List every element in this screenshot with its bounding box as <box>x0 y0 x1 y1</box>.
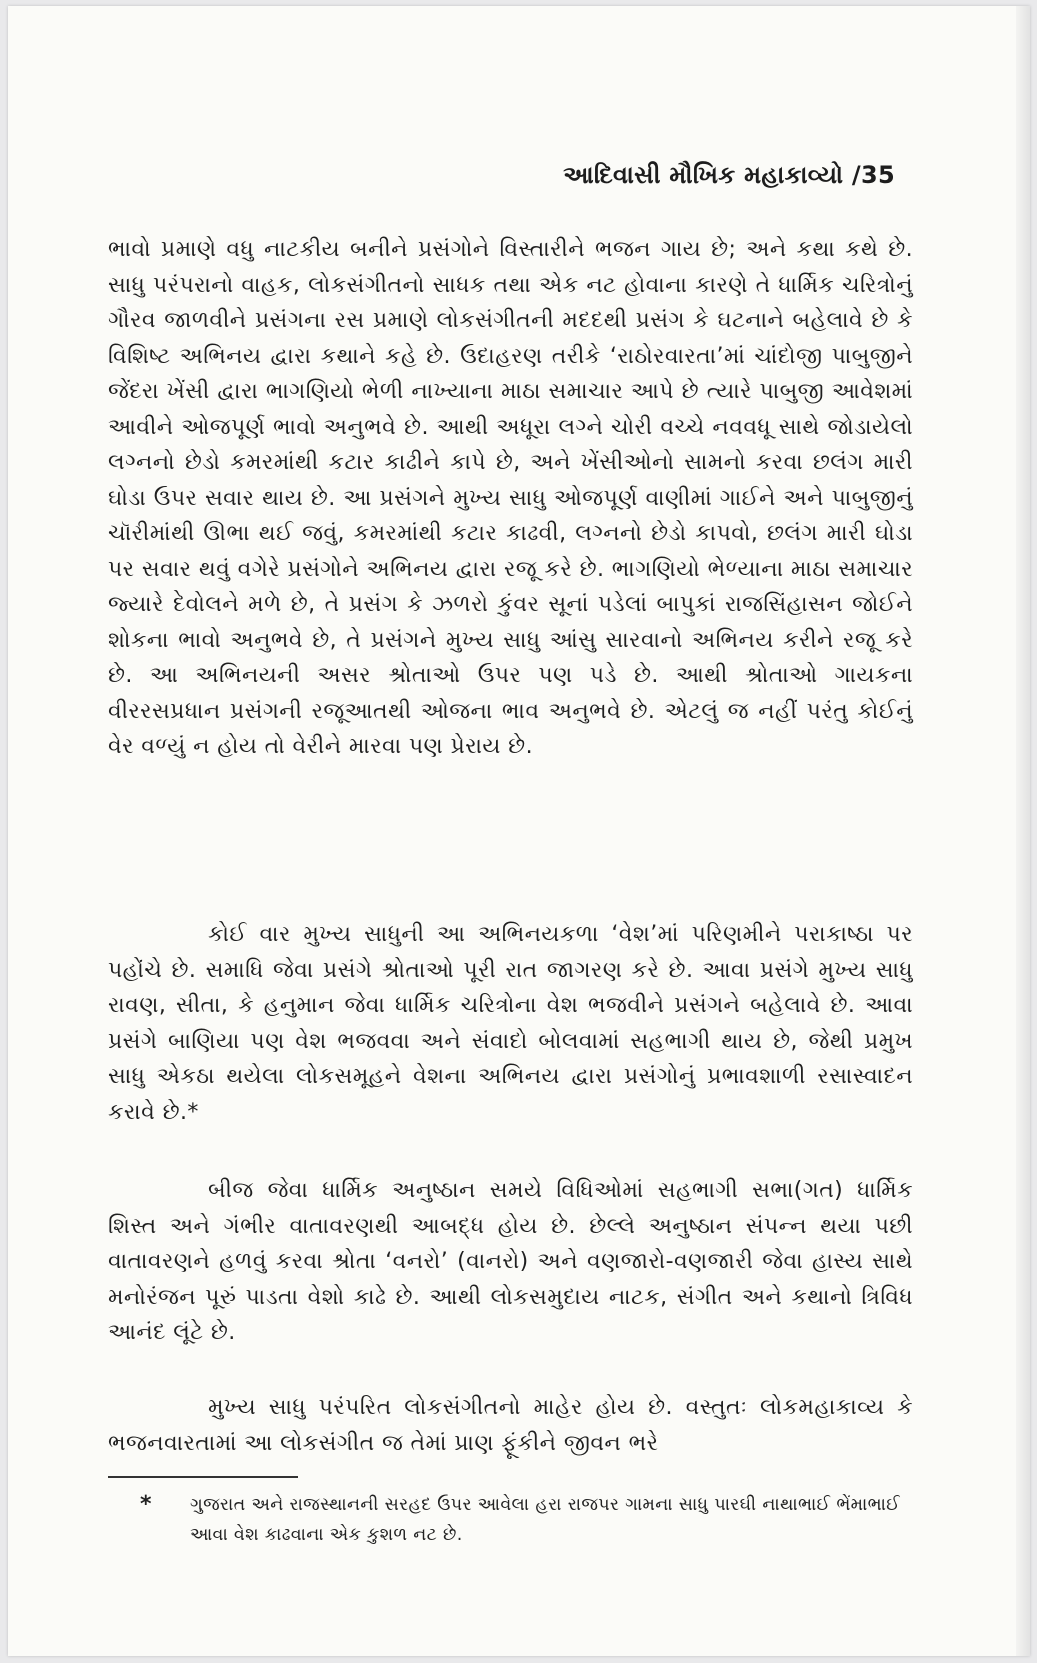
footnote-divider <box>108 1476 298 1478</box>
paragraph-1-block <box>108 232 913 765</box>
footnote <box>140 1490 900 1550</box>
paragraph: ભાવો પ્રમાણે વધુ નાટકીય બનીને પ્રસંગોને વિસ્તારીને ભજન ગાય છે; અને કથા કથે છે. સાધુ પરંપરાનો વાહક, લોકસંગીતનો સાધક તથા એક નટ હોવાના કારણે તે ધાર્મિક ચરિત્રોનું ગૌરવ જાળવીને પ્રસંગના રસ પ્રમાણે લોકસંગીતની મદદથી પ્રસંગ કે ઘટનાને બહેલાવે છે કે વિશિષ્ટ અભિનય દ્વારા કથાને કહે છે. ઉદાહરણ તરીકે ‘રાઠોરવારતા’માં ચાંદોજી પાબુજીને જેંદરા ખેંસી દ્વારા ભાગણિયો ભેળી નાખ્યાના માઠા સમાચાર આપે છે ત્યારે પાબુજી આવેશમાં આવીને ઓજપૂર્ણ ભાવો અનુભવે છે. આથી અધૂરા લગ્ને ચોરી વચ્ચે નવવધૂ સાથે જોડાયેલો લગ્નનો છેડો કમરમાંથી કટાર કાઢીને કાપે છે, અને ખેંસીઓનો સામનો કરવા છલંગ મારી ઘોડા ઉપર સવાર થાય છે. આ પ્રસંગને મુખ્ય સાધુ ઓજપૂર્ણ વાણીમાં ગાઈને અને પાબુજીનું ચૉરીમાંથી ઊભા થઈ જવું, કમરમાંથી કટાર કાઢવી, લગ્નનો છેડો કાપવો, છલંગ મારી ઘોડા પર સવાર થવું વગેરે પ્રસંગોને અભિનય દ્વારા રજૂ કરે છે. ભાગણિયો ભેળ્યાના માઠા સમાચાર જ્યારે દેવોલને મળે છે, તે પ્રસંગ કે ઝળરો કુંવર સૂનાં પડેલાં બાપુકાં રાજસિંહાસન જોઈને શોકના ભાવો અનુભવે છે, તે પ્રસંગને મુખ્ય સાધુ આંસુ સારવાનો અભિનય કરીને રજૂ કરે છે. આ અભિનયની અસર શ્રોતાઓ ઉપર પણ પડે છે. આથી શ્રોતાઓ ગાયકના વીરરસપ્રધાન પ્રસંગની રજૂઆતથી ઓજના ભાવ અનુભવે છે. એટલું જ નહીં પરંતુ કોઈનું વેર વળ્યું ન હોય તો વેરીને મારવા પણ પ્રેરાય છે. <box>108 237 913 759</box>
book-page <box>8 6 1030 1656</box>
paragraph-2-block <box>108 917 913 1130</box>
footnote-marker: * <box>140 1492 152 1517</box>
paragraph-4-block <box>108 1390 913 1461</box>
paragraph: બીજ જેવા ધાર્મિક અનુષ્ઠાન સમયે વિધિઓમાં સહભાગી સભા(ગત) ધાર્મિક શિસ્ત અને ગંભીર વાતાવરણથી આબદ્ધ હોય છે. છેલ્લે અનુષ્ઠાન સંપન્ન થયા પછી વાતાવરણને હળવું કરવા શ્રોતા ‘વનરો’ (વાનરો) અને વણજારો-વણજારી જેવા હાસ્ય સાથે મનોરંજન પૂરું પાડતા વેશો કાઢે છે. આથી લોકસમુદાય નાટક, સંગીત અને કથાનો ત્રિવિધ આનંદ લૂંટે છે. <box>108 1178 913 1345</box>
footnote-text: ગુજરાત અને રાજસ્થાનની સરહદ ઉપર આવેલા હરા રાજપર ગામના સાધુ પારઘી નાથાભાઈ ભેંમાભાઈ આવા વેશ કાઢવાના એક કુશળ નટ છે. <box>190 1495 900 1545</box>
page-edge-shadow <box>1016 6 1030 1656</box>
paragraph: મુખ્ય સાધુ પરંપરિત લોકસંગીતનો માહેર હોય છે. વસ્તુતઃ લોકમહાકાવ્ય કે ભજનવારતામાં આ લોકસંગીત જ તેમાં પ્રાણ ફૂંકીને જીવન ભરે <box>108 1395 913 1456</box>
paragraph-3-block <box>108 1173 913 1351</box>
paragraph: કોઈ વાર મુખ્ય સાધુની આ અભિનયકળા ‘વેશ’માં પરિણમીને પરાકાષ્ઠા પર પહોંચે છે. સમાધિ જેવા પ્રસંગે શ્રોતાઓ પૂરી રાત જાગરણ કરે છે. આવા પ્રસંગે મુખ્ય સાધુ રાવણ, સીતા, કે હનુમાન જેવા ધાર્મિક ચરિત્રોના વેશ ભજવીને પ્રસંગને બહેલાવે છે. આવા પ્રસંગે બાણિયા પણ વેશ ભજવવા અને સંવાદો બોલવામાં સહભાગી થાય છે, જેથી પ્રમુખ સાધુ એકઠા થયેલા લોકસમૂહને વેશના અભિનય દ્વારા પ્રસંગોનું પ્રભાવશાળી રસાસ્વાદન કરાવે છે.* <box>108 922 913 1125</box>
running-header: આદિવાસી મૌખિક મહાકાવ્યો /35 <box>563 161 895 189</box>
